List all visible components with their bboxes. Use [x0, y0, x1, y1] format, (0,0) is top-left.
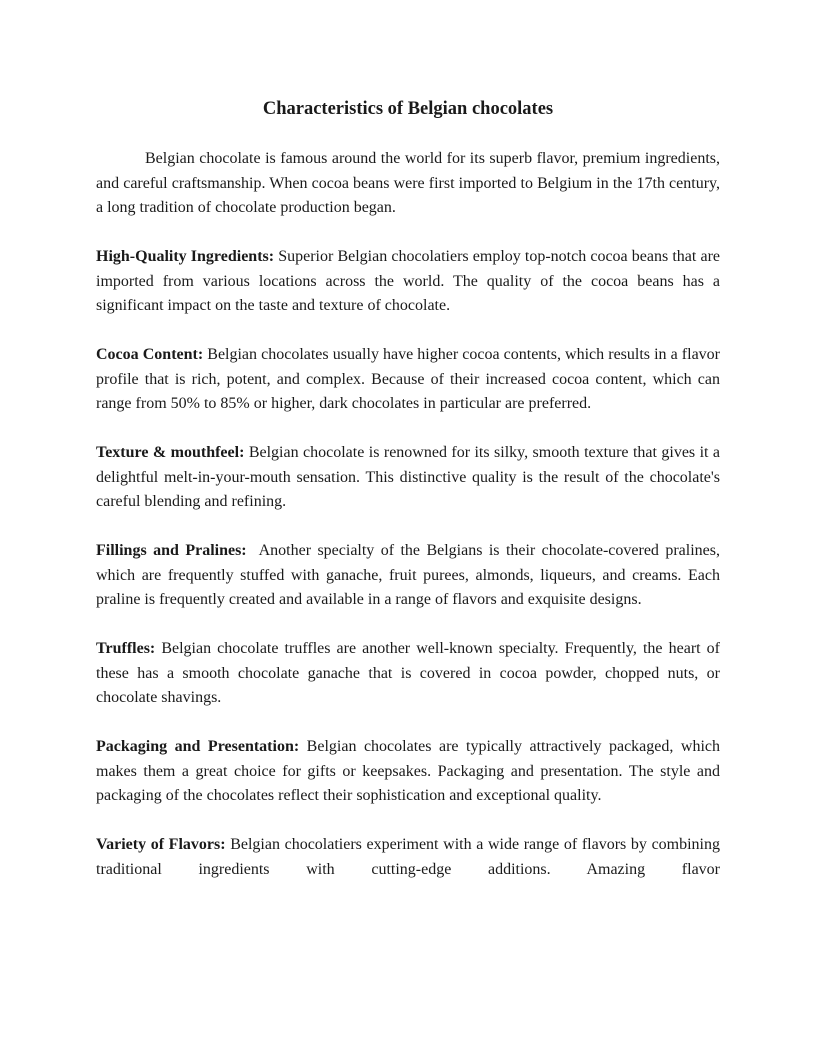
section-high-quality-ingredients: [96, 245, 720, 319]
section-truffles: [96, 637, 720, 711]
section-packaging-presentation: [96, 735, 720, 809]
section-text: Belgian chocolate is renowned for its silky, smooth texture that gives it a delightful melt-in-your-mouth sensation. This distinctive quality is the result of the chocolate's careful blending and refining.: [96, 444, 721, 510]
section-heading: Texture & mouthfeel:: [96, 444, 245, 461]
section-text: Another specialty of the Belgians is their chocolate-covered pralines, which are frequently stuffed with ganache, fruit purees, almonds, liqueurs, and creams. Each praline is frequently created and available in a range of flavors and exquisite designs.: [96, 542, 724, 608]
section-heading: Truffles:: [96, 640, 156, 657]
section-variety-of-flavors: [96, 833, 720, 882]
section-fillings-pralines: [96, 539, 724, 613]
section-text: Belgian chocolate truffles are another well-known specialty. Frequently, the heart of these has a smooth chocolate ganache that is covered in cocoa powder, chopped nuts, or chocolate shavings.: [96, 640, 720, 706]
section-heading: Packaging and Presentation:: [96, 738, 300, 755]
section-heading: Cocoa Content:: [96, 346, 204, 363]
section-heading: High-Quality Ingredients:: [96, 248, 275, 265]
document-title: Characteristics of Belgian chocolates: [262, 99, 554, 119]
section-text: Belgian chocolates usually have higher cocoa contents, which results in a flavor profile that is rich, potent, and complex. Because of their increased cocoa content, which can range from 50% to 85% or higher, dark chocolates in particular are preferred.: [96, 346, 721, 412]
section-text: Belgian chocolates are typically attractively packaged, which makes them a great choice for gifts or keepsakes. Packaging and presentation. The style and packaging of the chocolates reflect their sophistication and exceptional quality.: [96, 738, 720, 804]
section-texture-mouthfeel: [96, 441, 720, 515]
section-text: Superior Belgian chocolatiers employ top-notch cocoa beans that are imported from various locations across the world. The quality of the cocoa beans has a significant impact on the taste and texture of chocolate.: [96, 248, 720, 314]
intro-paragraph: Belgian chocolate is famous around the world for its superb flavor, premium ingredients, and careful craftsmanship. When cocoa beans were first imported to Belgium in the 17th century, a long tradition of chocolate production began.: [96, 150, 720, 216]
document-page: [96, 96, 724, 907]
section-heading: Fillings and Pralines:: [96, 542, 247, 559]
section-cocoa-content: [96, 343, 720, 417]
section-text: Belgian chocolatiers experiment with a wide range of flavors by combining traditional ingredients with cutting-edge additions. Amazing flavor: [96, 836, 720, 878]
section-heading: Variety of Flavors:: [96, 836, 226, 853]
